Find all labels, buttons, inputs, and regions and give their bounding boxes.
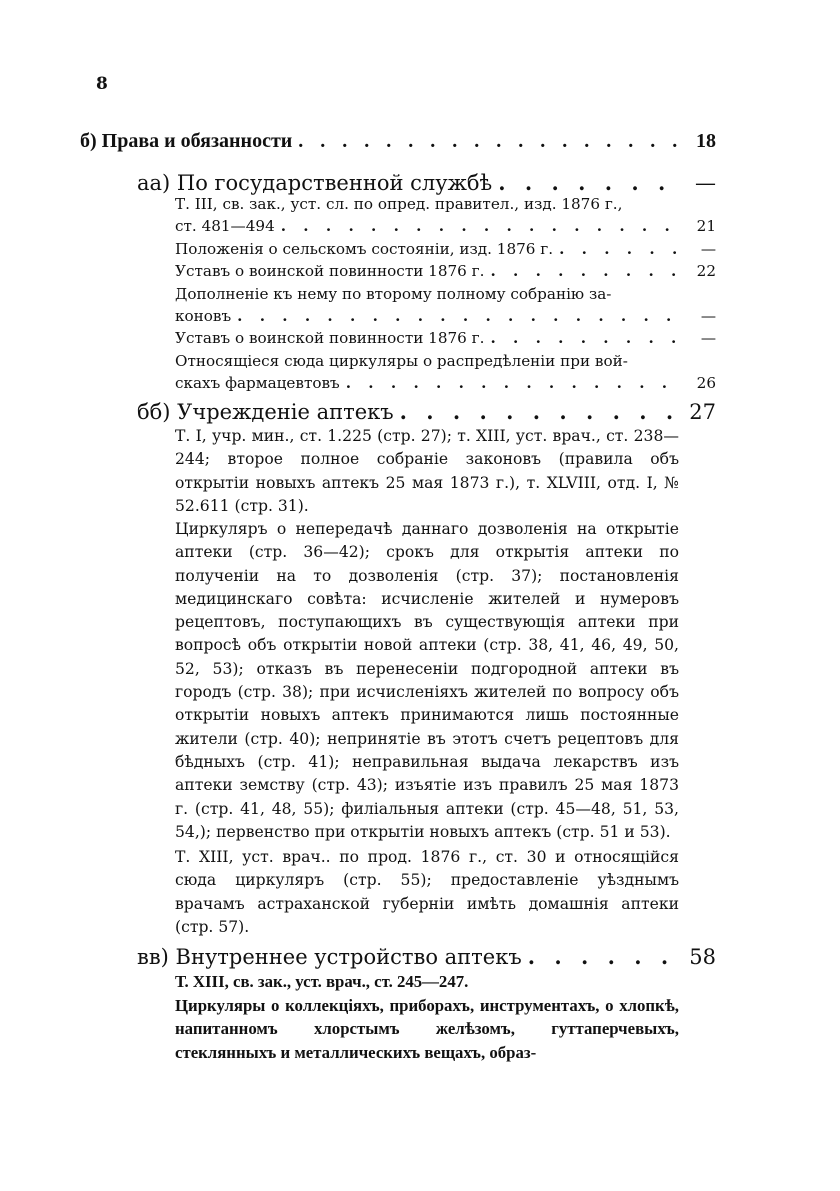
- toc-entry: Уставъ о воинской повинности 1876 г. . . . —: [175, 329, 716, 347]
- subsection-heading-bb: [137, 399, 716, 424]
- page-number: 8: [96, 74, 108, 94]
- subsection-title: аа) По государственной службѣ: [137, 171, 493, 195]
- paragraph: Т. XIII, уст. врач.. по прод. 1876 г., ст. 30 и относящійся сюда циркуляръ (стр. 55); предоставленіе уѣзднымъ врачамъ астраханской губерніи имѣть домашнія аптеки (стр. 57).: [175, 848, 679, 936]
- subsection-title: бб) Учрежденіе аптекъ: [137, 400, 394, 424]
- toc-entry: Т. III, св. зак., уст. сл. по опред. правител., изд. 1876 г.,: [175, 195, 623, 213]
- toc-entry: коновъ . . . —: [175, 307, 716, 325]
- paragraph: Т. I, учр. мин., ст. 1.225 (стр. 27); т. XIII, уст. врач., ст. 238—244; второе полное собраніе законовъ (правила объ открытіи новыхъ аптекъ 25 мая 1873 г.), т. XLVIII, отд. I, № 52.611 (стр. 31).: [175, 427, 679, 515]
- subsection-title: вв) Внутреннее устройство аптекъ: [137, 945, 522, 969]
- paragraph: Циркуляры о коллекціяхъ, приборахъ, инструментахъ, о хлопкѣ, напитанномъ хлорстымъ желѣзомъ, гуттаперчевыхъ, стеклянныхъ и металлическихъ вещахъ, образ-: [175, 996, 679, 1062]
- leader-dots: [400, 399, 682, 424]
- paragraph: Т. XIII, св. зак., уст. врач., ст. 245—247.: [175, 972, 469, 991]
- leader-dots: [237, 307, 682, 325]
- subsection-page: —: [695, 171, 716, 195]
- toc-entry: Уставъ о воинской повинности 1876 г. . . . 22: [175, 262, 716, 280]
- subsection-heading-aa: [137, 170, 716, 195]
- section-title: б) Права и обязанности: [80, 130, 293, 152]
- leader-dots: [298, 130, 682, 153]
- toc-entry: Положенія о сельскомъ состояніи, изд. 1876 г. . . . —: [175, 240, 716, 258]
- leader-dots: [528, 944, 682, 969]
- leader-dots: [346, 374, 682, 392]
- toc-entry: скахъ фармацевтовъ . . . 26: [175, 374, 716, 392]
- subsection-page: 58: [689, 945, 716, 969]
- section-heading: [80, 130, 716, 153]
- leader-dots: [490, 329, 682, 347]
- toc-entry: Дополненіе къ нему по второму полному собранію за-: [175, 285, 612, 303]
- subsection-heading-vv: [137, 944, 716, 969]
- paragraph: Циркуляръ о непередачѣ даннаго дозволенія на открытіе аптеки (стр. 36—42); срокъ для открытія аптеки по полученіи на то дозволенія (стр. 37); постановленія медицинскаго совѣта: исчисленіе жителей и нумеровъ рецептовъ, поступающихъ въ существующія аптеки при вопросѣ объ открытіи новой аптеки (стр. 38, 41, 46, 49, 50, 52, 53); отказъ въ перенесеніи подгородной аптеки въ городъ (стр. 38); при исчисленіяхъ жителей по вопросу объ открытіи новыхъ аптекъ принимаются лишь постоянные жители (стр. 40); непринятіе въ этотъ счетъ рецептовъ для бѣдныхъ (стр. 41); неправильная выдача лекарствъ изъ аптеки земству (стр. 43); изъятіе изъ правилъ 25 мая 1873 г. (стр. 41, 48, 55); филіальныя аптеки (стр. 45—48, 51, 53, 54,); первенство при открытіи новыхъ аптекъ (стр. 51 и 53).: [175, 520, 679, 841]
- leader-dots: [559, 240, 682, 258]
- section-page: 18: [696, 130, 716, 152]
- toc-entry: Относящіеся сюда циркуляры о распредѣленіи при вой-: [175, 352, 628, 370]
- subsection-page: 27: [689, 400, 716, 424]
- leader-dots: [281, 217, 682, 235]
- leader-dots: [498, 170, 682, 195]
- leader-dots: [490, 262, 682, 280]
- toc-entry: ст. 481—494 . . . 21: [175, 217, 716, 235]
